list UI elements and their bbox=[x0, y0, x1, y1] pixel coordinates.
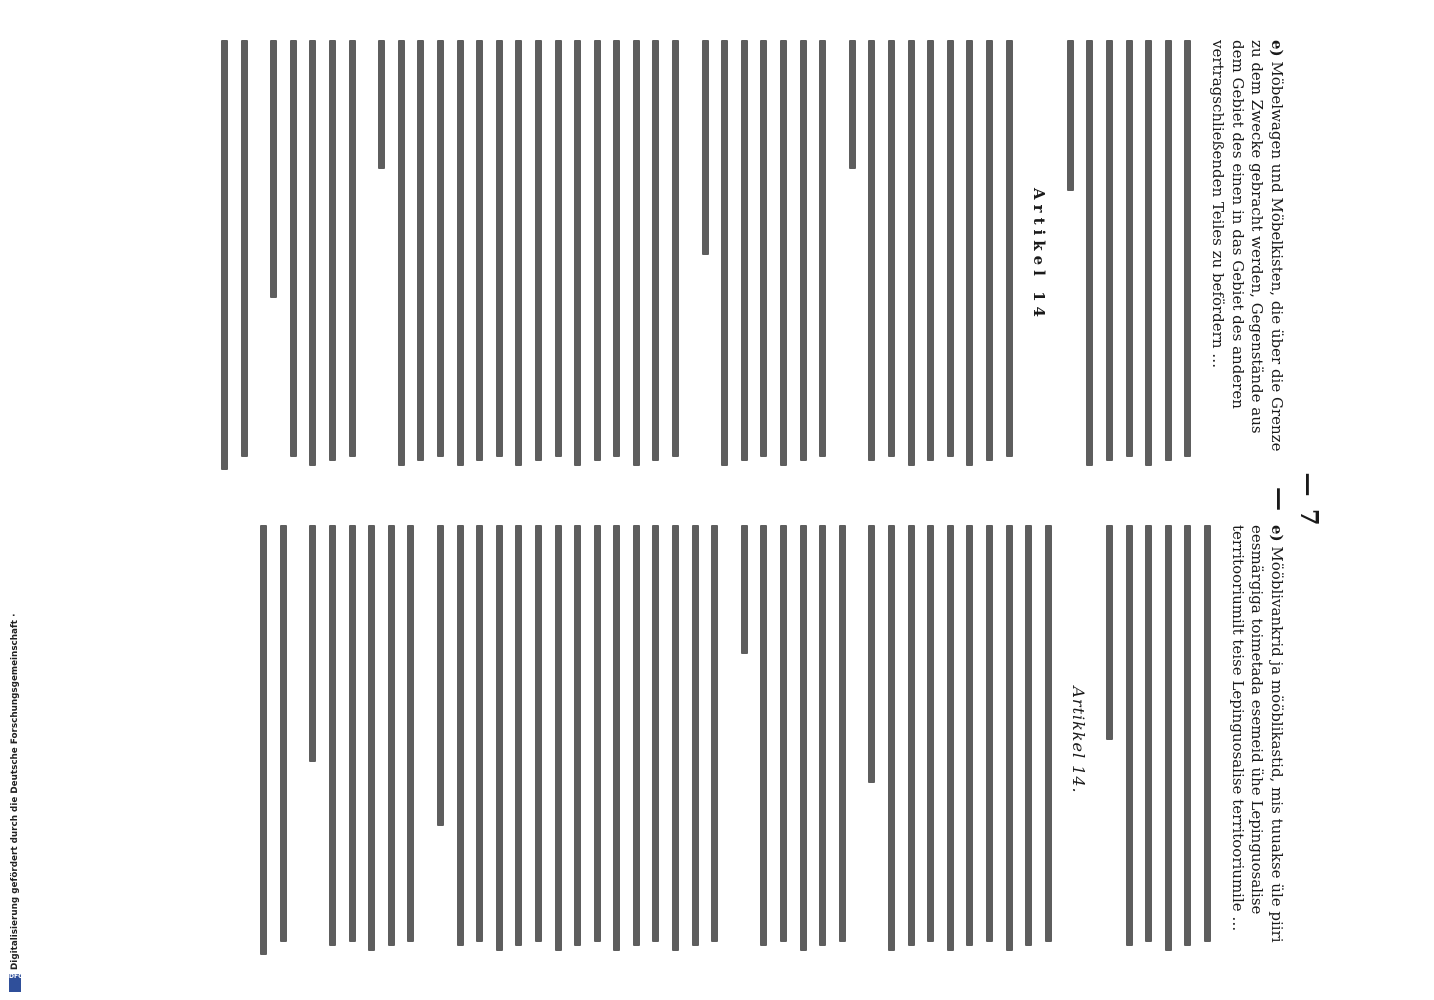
text-line bbox=[548, 40, 568, 470]
dfg-logo-text: DFG bbox=[9, 973, 24, 980]
text-line bbox=[529, 40, 549, 470]
text-line bbox=[587, 40, 607, 470]
estonian-paragraph-5 bbox=[254, 525, 293, 955]
german-paragraph-1 bbox=[843, 40, 1019, 470]
german-paragraph-2 bbox=[695, 40, 832, 470]
text-line bbox=[1178, 525, 1198, 955]
text-line bbox=[431, 525, 451, 955]
text-line bbox=[754, 525, 774, 955]
page-number: — 7 — bbox=[1266, 472, 1324, 528]
text-line bbox=[1139, 525, 1159, 955]
text-line bbox=[843, 40, 863, 470]
german-item-e-body bbox=[1060, 40, 1197, 470]
text-line bbox=[705, 525, 725, 955]
text-line bbox=[391, 40, 411, 470]
german-paragraph-5 bbox=[215, 40, 254, 470]
estonian-article-heading: Artikkel 14. bbox=[1068, 686, 1088, 794]
text-line bbox=[529, 525, 549, 955]
text-line bbox=[450, 40, 470, 470]
text-line bbox=[627, 40, 647, 470]
estonian-paragraph-3 bbox=[431, 525, 725, 955]
text-line bbox=[1119, 40, 1139, 470]
text-line bbox=[685, 525, 705, 955]
digitization-credit-text: Digitalisierung gefördert durch die Deutsche Forschungsgemeinschaft · bbox=[10, 613, 20, 970]
estonian-paragraph-1 bbox=[862, 525, 1058, 955]
text-line bbox=[1198, 525, 1218, 955]
text-line bbox=[833, 525, 853, 955]
text-line bbox=[342, 40, 362, 470]
text-line bbox=[1060, 40, 1080, 470]
estonian-item-e bbox=[1227, 525, 1286, 955]
text-line bbox=[813, 525, 833, 955]
text-line bbox=[666, 525, 686, 955]
text-line bbox=[284, 40, 304, 470]
text-line bbox=[1119, 525, 1139, 955]
german-paragraph-4 bbox=[264, 40, 362, 470]
dfg-logo bbox=[9, 973, 24, 992]
text-line bbox=[489, 525, 509, 955]
text-line bbox=[470, 525, 490, 955]
text-line bbox=[774, 40, 794, 470]
text-line bbox=[234, 40, 254, 470]
text-line bbox=[921, 525, 941, 955]
text-line bbox=[627, 525, 647, 955]
text-line bbox=[793, 525, 813, 955]
text-line bbox=[862, 40, 882, 470]
text-line bbox=[381, 525, 401, 955]
text-line bbox=[323, 40, 343, 470]
text-line bbox=[901, 525, 921, 955]
text-line bbox=[401, 525, 421, 955]
text-line bbox=[607, 525, 627, 955]
text-line bbox=[1158, 525, 1178, 955]
text-line bbox=[264, 40, 284, 470]
text-line bbox=[666, 40, 686, 470]
digitization-credit bbox=[9, 592, 24, 992]
text-line bbox=[254, 525, 274, 955]
text-line bbox=[1080, 40, 1100, 470]
text-line bbox=[548, 525, 568, 955]
estonian-column bbox=[244, 525, 1286, 955]
text-line bbox=[695, 40, 715, 470]
text-line bbox=[774, 525, 794, 955]
german-column bbox=[205, 40, 1286, 470]
text-line bbox=[980, 40, 1000, 470]
text-line bbox=[323, 525, 343, 955]
estonian-item-e-body bbox=[1100, 525, 1218, 955]
text-line bbox=[882, 40, 902, 470]
text-line bbox=[1158, 40, 1178, 470]
text-line bbox=[1178, 40, 1198, 470]
text-line bbox=[960, 525, 980, 955]
text-line bbox=[862, 525, 882, 955]
text-line bbox=[362, 525, 382, 955]
text-line bbox=[882, 525, 902, 955]
text-line bbox=[1100, 40, 1120, 470]
german-item-e-label: e) bbox=[1268, 40, 1286, 57]
text-line bbox=[813, 40, 833, 470]
text-line bbox=[1038, 525, 1058, 955]
text-line bbox=[450, 525, 470, 955]
text-line bbox=[921, 40, 941, 470]
text-line bbox=[587, 525, 607, 955]
text-line bbox=[999, 40, 1019, 470]
text-line bbox=[1139, 40, 1159, 470]
text-line bbox=[1019, 525, 1039, 955]
text-line bbox=[489, 40, 509, 470]
german-article-heading: Artikel 14 bbox=[1030, 188, 1049, 322]
text-line bbox=[372, 40, 392, 470]
text-line bbox=[754, 40, 774, 470]
text-line bbox=[411, 40, 431, 470]
text-line bbox=[901, 40, 921, 470]
text-line bbox=[303, 525, 323, 955]
text-line bbox=[735, 40, 755, 470]
estonian-item-e-label: e) bbox=[1268, 525, 1286, 542]
text-line bbox=[274, 525, 294, 955]
text-line bbox=[607, 40, 627, 470]
text-line bbox=[980, 525, 1000, 955]
german-item-e bbox=[1208, 40, 1286, 470]
text-line bbox=[342, 525, 362, 955]
estonian-paragraph-4 bbox=[303, 525, 421, 955]
text-line bbox=[960, 40, 980, 470]
text-line bbox=[509, 525, 529, 955]
text-line bbox=[568, 40, 588, 470]
text-line bbox=[941, 525, 961, 955]
estonian-paragraph-2 bbox=[735, 525, 853, 955]
estonian-item-e-text: Mööblivankrid ja mööblikastid, mis tuuakse üle piiri eesmärgiga toimetada esemeid ühe Lepinguosalise territooriumilt teise Lepinguosalise territooriumile … bbox=[1228, 525, 1286, 943]
text-line bbox=[793, 40, 813, 470]
text-line bbox=[941, 40, 961, 470]
text-line bbox=[999, 525, 1019, 955]
text-line bbox=[1100, 525, 1120, 955]
german-paragraph-3 bbox=[372, 40, 686, 470]
text-line bbox=[735, 525, 755, 955]
text-line bbox=[568, 525, 588, 955]
text-line bbox=[646, 40, 666, 470]
text-line bbox=[215, 40, 235, 470]
text-line bbox=[470, 40, 490, 470]
german-item-e-text: Möbelwagen und Möbelkisten, die über die Grenze zu dem Zwecke gebracht werden, Gegenstände aus dem Gebiet des einen in das Gebiet des anderen vertragschließenden Teiles zu befördern … bbox=[1209, 40, 1286, 452]
text-line bbox=[303, 40, 323, 470]
text-line bbox=[715, 40, 735, 470]
text-line bbox=[509, 40, 529, 470]
text-line bbox=[646, 525, 666, 955]
text-line bbox=[431, 40, 451, 470]
